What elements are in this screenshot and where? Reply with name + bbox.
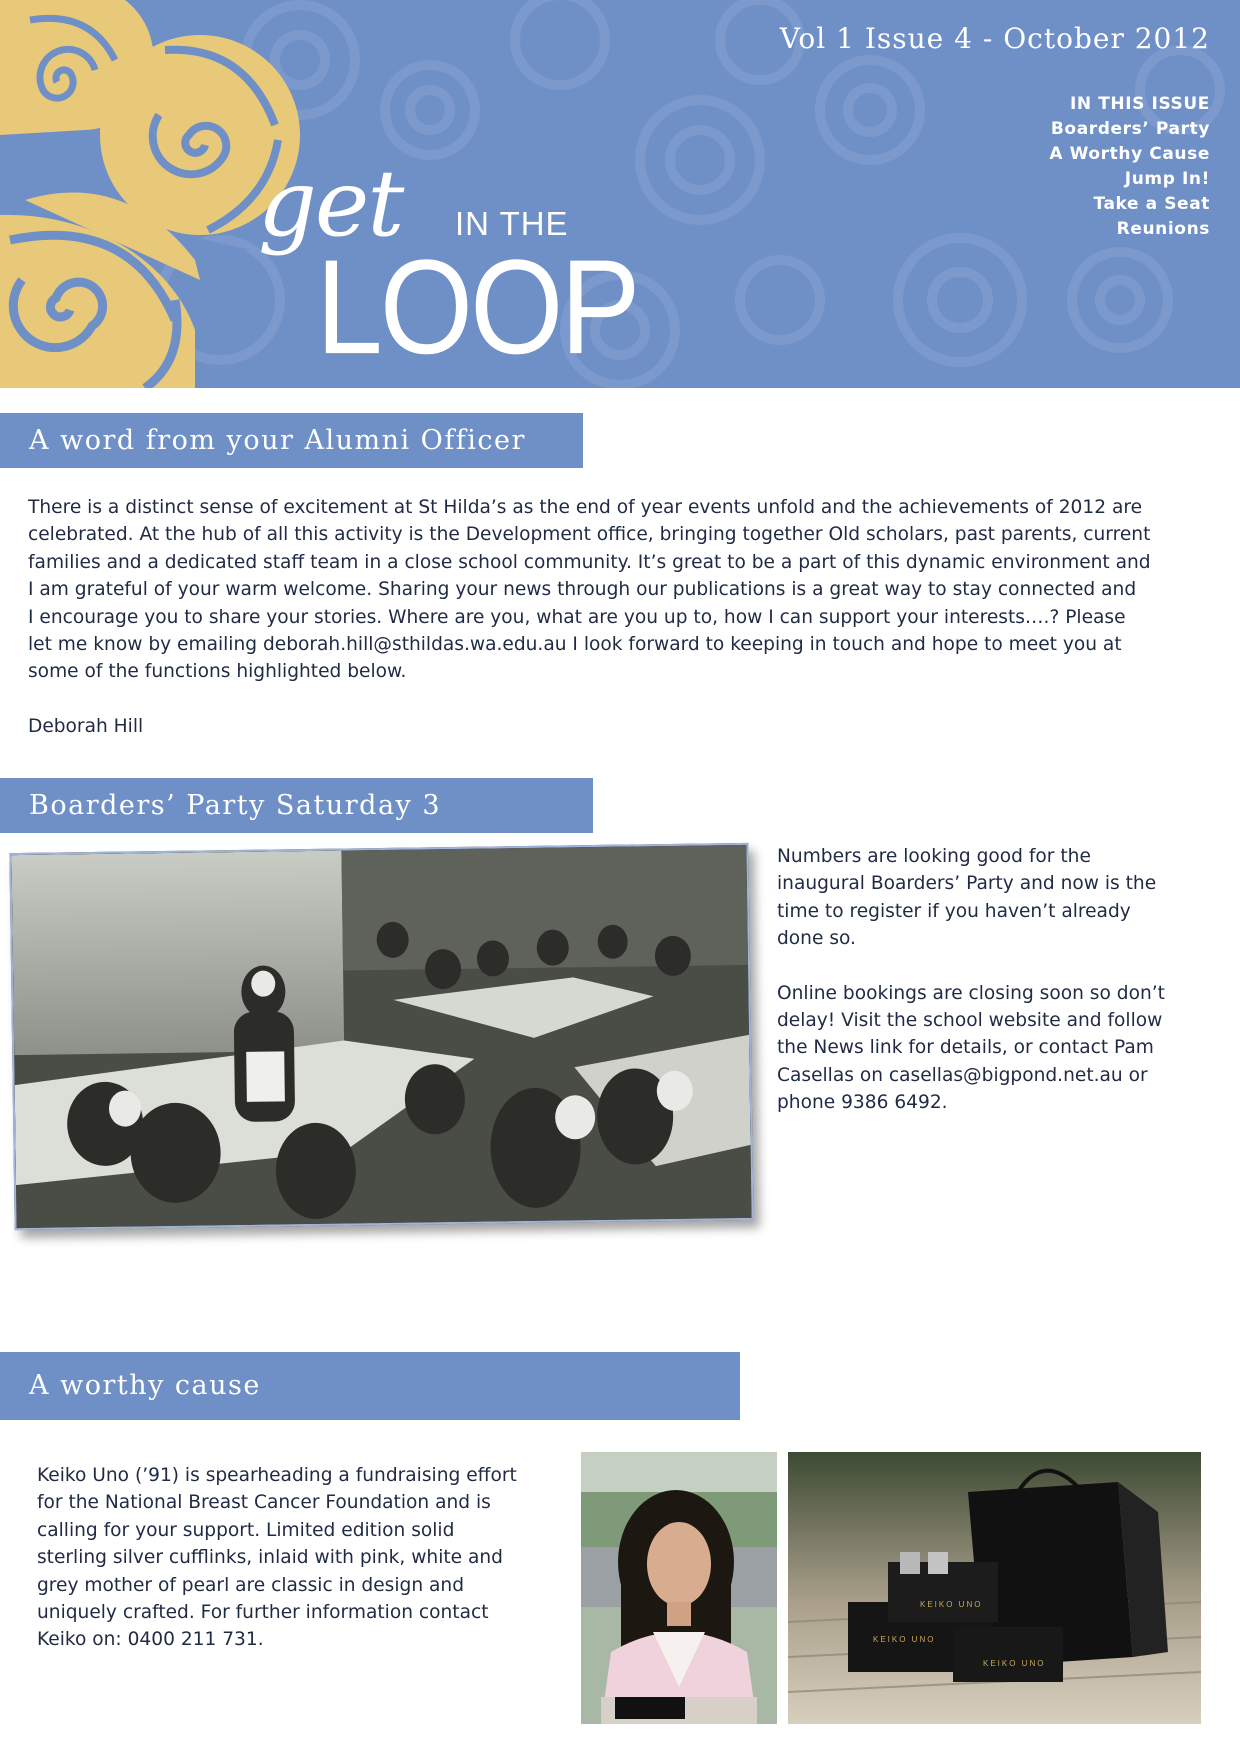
logo-loop: LOOP [316,232,638,383]
dining-hall-image [11,845,751,1228]
text-line: for the National Breast Cancer Foundation and is [37,1492,491,1514]
boarders-text [777,843,1222,1117]
worthy-cause-heading: A worthy cause [0,1352,740,1420]
text-line: There is a distinct sense of excitement at St Hilda’s as the end of year events unfold and the achievements of 2012 are [28,497,1143,518]
in-this-issue [1049,92,1210,242]
issue-line: Vol 1 Issue 4 - October 2012 [779,22,1210,55]
toc-item-boarders-party[interactable]: Boarders’ Party [1050,119,1210,139]
text-line: calling for your support. Limited edition solid [37,1519,455,1541]
logo-in-the: IN THE [455,205,569,242]
worthy-cause-text [37,1462,577,1654]
toc-item-jump-in[interactable]: Jump In! [1124,169,1210,189]
text-line: I encourage you to share your stories. Where are you, what are you up to, how I can support your interests….? Please [28,606,1126,628]
toc-title: IN THIS ISSUE [1069,94,1210,114]
text-line: celebrated. At the hub of all this activity is the Development office, bringing together Old scholars, past parents, current [28,524,1151,546]
text-line: families and a dedicated staff team in a close school community. It’s great to be a part of this dynamic environment and [28,551,1151,573]
signature: Deborah Hill [28,715,144,737]
text-line: grey mother of pearl are classic in design and [37,1574,465,1596]
text-line: Online bookings are closing soon so don’t [777,982,1165,1004]
alumni-heading: A word from your Alumni Officer [0,413,583,468]
text-line: sterling silver cufflinks, inlaid with pink, white and [37,1547,503,1569]
keiko-portrait-photo [581,1452,777,1724]
text-line: let me know by emailing deborah.hill@sthildas.wa.edu.au I look forward to keeping in touch and hope to meet you at [28,634,1122,656]
text-line: time to register if you haven’t already [777,900,1131,922]
boarders-heading: Boarders’ Party Saturday 3 [0,778,593,833]
text-line: Casellas on casellas@bigpond.net.au or [777,1064,1148,1086]
text-line: some of the functions highlighted below. [28,661,407,683]
text-line: phone 9386 6492. [777,1092,948,1114]
logo-get: get [258,150,403,257]
text-line: delay! Visit the school website and follow [777,1010,1163,1032]
text-line: inaugural Boarders’ Party and now is the [777,873,1157,895]
boarders-dining-photo [9,843,753,1230]
cufflinks-image [788,1452,1201,1724]
text-line: uniquely crafted. For further information contact [37,1602,489,1624]
text-line: done so. [777,928,856,950]
box-brand-label: KEIKO UNO [920,1600,983,1609]
alumni-message [28,494,1218,740]
masthead [0,0,1240,388]
text-line: I am grateful of your warm welcome. Sharing your news through our publications is a great way to stay connected and [28,579,1137,601]
text-line: Keiko Uno (’91) is spearheading a fundraising effort [37,1465,517,1486]
text-line: the News link for details, or contact Pam [777,1037,1154,1059]
text-line: Keiko on: 0400 211 731. [37,1629,264,1651]
toc-item-reunions[interactable]: Reunions [1116,219,1210,239]
text-line: Numbers are looking good for the [777,846,1091,867]
box-brand-label: KEIKO UNO [873,1635,936,1644]
portrait-image [581,1452,777,1724]
toc-item-take-a-seat[interactable]: Take a Seat [1093,194,1210,214]
cufflinks-boxes-photo [788,1452,1201,1724]
toc-item-worthy-cause[interactable]: A Worthy Cause [1049,144,1210,164]
box-brand-label: KEIKO UNO [983,1659,1046,1668]
